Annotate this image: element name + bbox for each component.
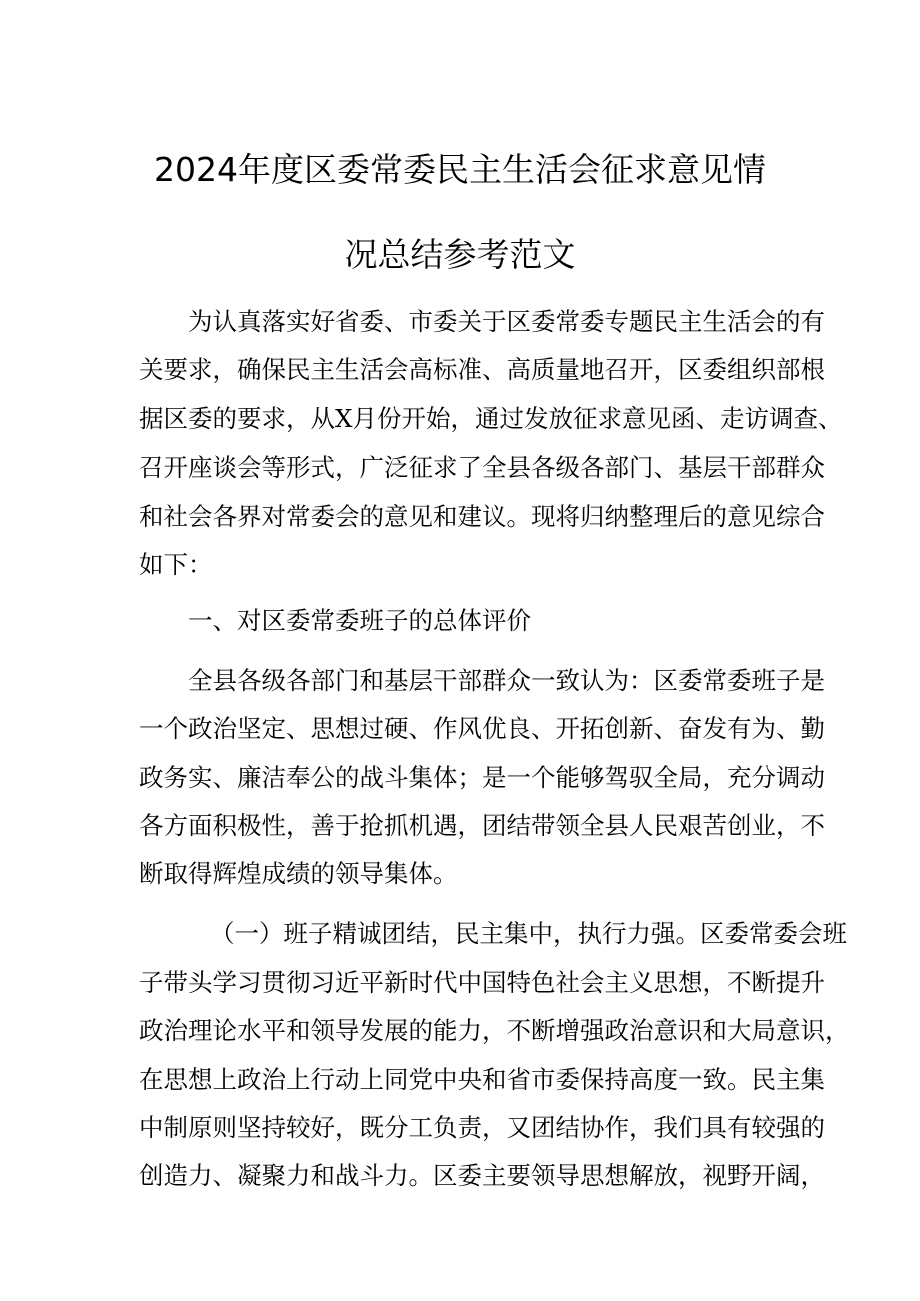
paragraph1-line-3: 据区委的要求，从X月份开始，通过发放征求意见函、走访调查、 <box>139 404 843 433</box>
paragraph2-line-3: 政务实、廉洁奉公的战斗集体；是一个能够驾驭全局，充分调动 <box>139 763 825 792</box>
paragraph3-line-2: 子带头学习贯彻习近平新时代中国特色社会主义思想，不断提升 <box>139 968 825 997</box>
document-title-line-1: 2024年度区委常委民主生活会征求意见情 <box>154 150 766 189</box>
paragraph3-line-3: 政治理论水平和领导发展的能力，不断增强政治意识和大局意识， <box>139 1016 850 1045</box>
paragraph3-line-5: 中制原则坚持较好，既分工负责，又团结协作，我们具有较强的 <box>139 1113 825 1142</box>
paragraph1-line-6: 如下： <box>139 550 213 579</box>
paragraph3-line-1: （一）班子精诚团结，民主集中，执行力强。区委常委会班 <box>210 919 847 948</box>
paragraph1-line-4: 召开座谈会等形式，广泛征求了全县各级各部门、基层干部群众 <box>139 453 825 482</box>
paragraph1-line-5: 和社会各界对常委会的意见和建议。现将归纳整理后的意见综合 <box>139 502 825 531</box>
paragraph2-line-4: 各方面积极性，善于抢抓机遇，团结带领全县人民艰苦创业，不 <box>139 811 825 840</box>
paragraph2-line-2: 一个政治坚定、思想过硬、作风优良、开拓创新、奋发有为、勤 <box>139 714 825 743</box>
paragraph3-line-6: 创造力、凝聚力和战斗力。区委主要领导思想解放，视野开阔， <box>139 1161 825 1190</box>
paragraph1-line-2: 关要求，确保民主生活会高标准、高质量地召开，区委组织部根 <box>139 355 825 384</box>
section-heading-1: 一、对区委常委班子的总体评价 <box>188 606 531 635</box>
paragraph2-line-1: 全县各级各部门和基层干部群众一致认为：区委常委班子是 <box>188 666 825 695</box>
document-title-line-2: 况总结参考范文 <box>344 235 576 274</box>
paragraph2-line-5: 断取得辉煌成绩的领导集体。 <box>139 859 458 888</box>
paragraph3-line-4: 在思想上政治上行动上同党中央和省市委保持高度一致。民主集 <box>139 1065 825 1094</box>
paragraph1-line-1: 为认真落实好省委、市委关于区委常委专题民主生活会的有 <box>188 307 825 336</box>
